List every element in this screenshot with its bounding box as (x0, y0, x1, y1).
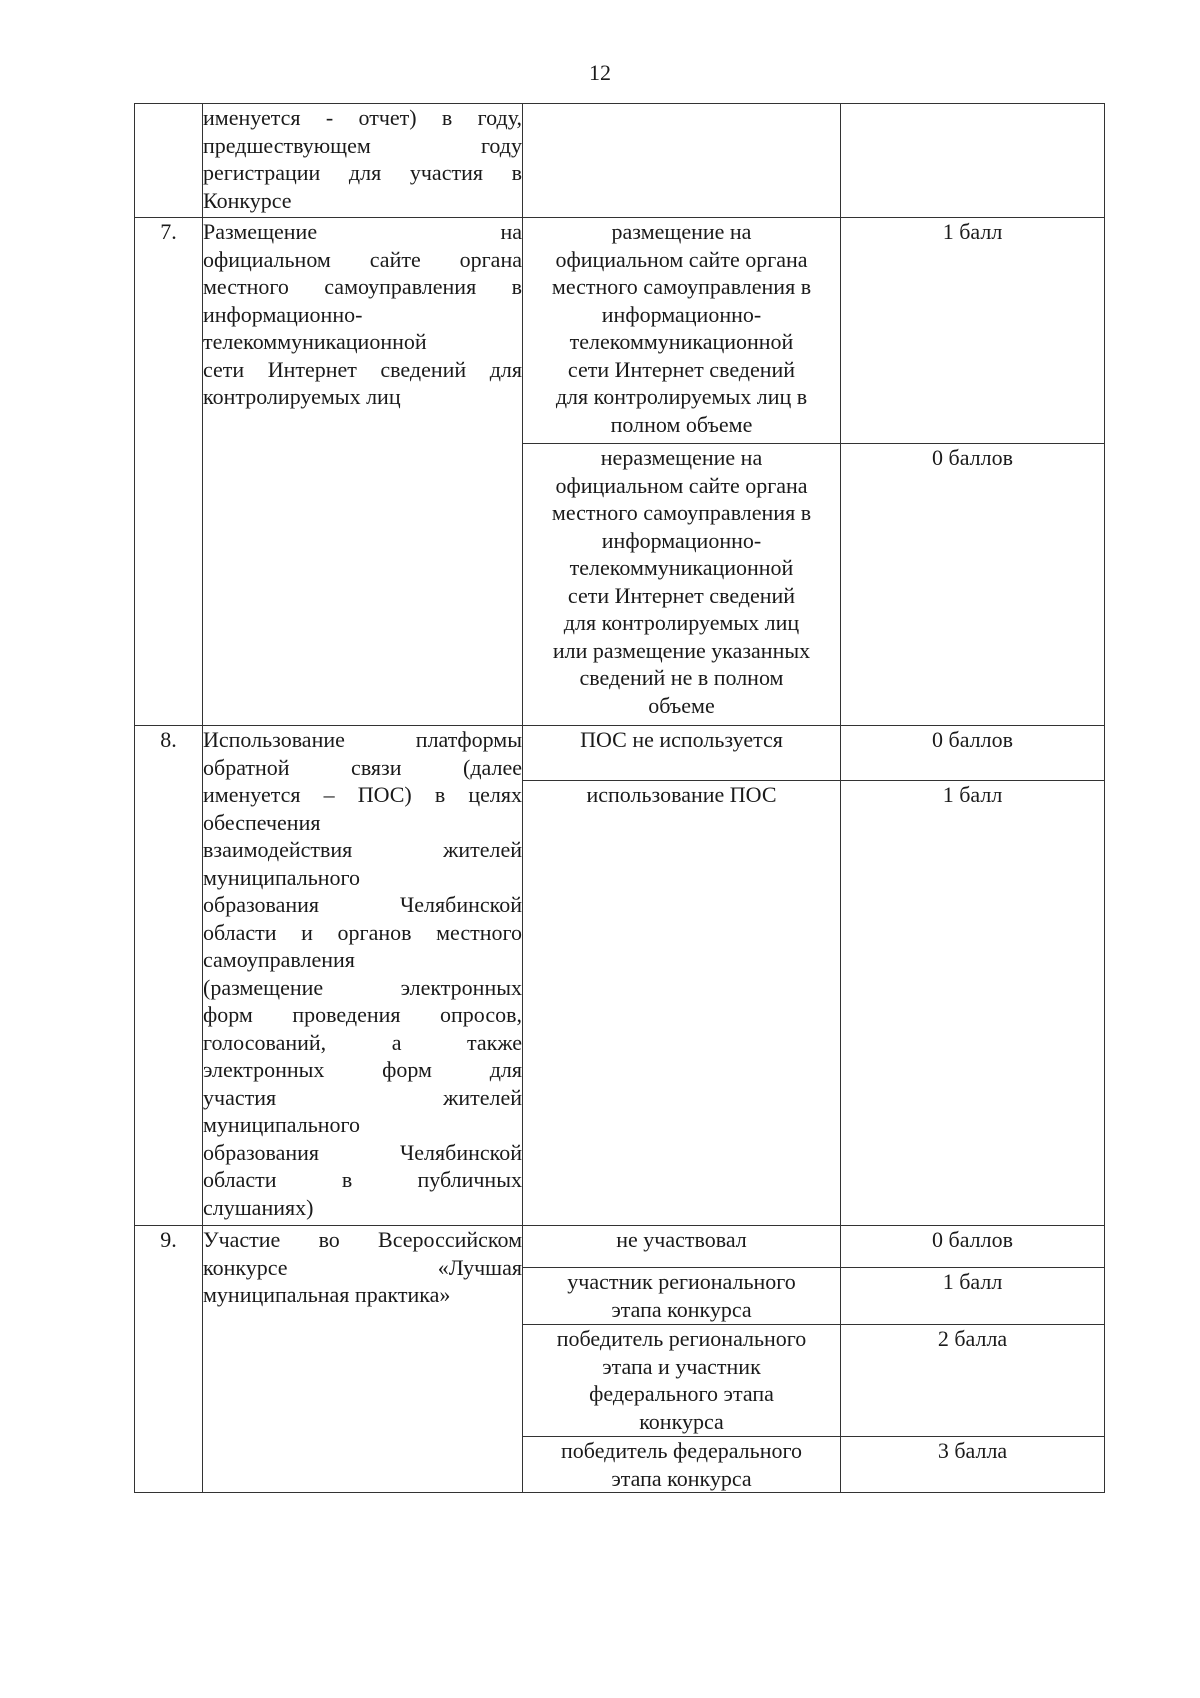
criterion-line: муниципальная практика» (203, 1282, 451, 1307)
option-line: для контролируемых лиц (563, 610, 800, 635)
criterion-line: электронных форм для (203, 1057, 522, 1082)
criterion-line: именуется – ПОС) в целях (203, 782, 522, 807)
criterion-line: информационно- (203, 301, 363, 327)
table-row (135, 1226, 1105, 1268)
criterion-line: голосований, а также (203, 1029, 522, 1055)
option-line: этапа конкурса (611, 1296, 752, 1322)
points-cell: 0 баллов (841, 1226, 1105, 1268)
option-line: победитель федерального (561, 1438, 802, 1463)
points-cell: 1 балл (841, 218, 1105, 444)
option-line: этапа конкурса (611, 1465, 752, 1491)
criterion-line: обеспечения (203, 809, 321, 835)
option-line: полном объеме (610, 411, 753, 437)
option-line: победитель регионального (556, 1326, 807, 1351)
option-line: размещение на (611, 219, 752, 244)
criterion-line: контролируемых лиц (203, 384, 401, 409)
points-cell: 1 балл (841, 1268, 1105, 1325)
page-number: 12 (589, 60, 611, 85)
criterion-line: Конкурсе (203, 187, 292, 213)
option-line: для контролируемых лиц в (555, 384, 808, 409)
option-line: ПОС не используется (580, 727, 783, 752)
option-line: сети Интернет сведений (567, 356, 796, 382)
option-cell (523, 218, 841, 444)
criterion-line: муниципального (203, 1112, 361, 1137)
option-line: местного самоуправления в (551, 500, 812, 525)
option-line: этапа и участник (602, 1353, 761, 1379)
criterion-line: области в публичных (203, 1167, 522, 1192)
option-cell (523, 726, 841, 781)
continuation-row (135, 104, 1105, 218)
criterion-cell (203, 218, 523, 726)
criterion-line: конкурсе «Лучшая (203, 1254, 522, 1280)
criterion-line: области и органов местного (203, 919, 522, 945)
option-line: информационно- (601, 527, 762, 553)
criterion-line: Использование платформы (203, 727, 522, 752)
criterion-line: участия жителей (203, 1084, 522, 1110)
row-number: 7. (135, 218, 203, 726)
option-cell (523, 1268, 841, 1325)
criterion-line: предшествующем году (203, 132, 522, 158)
option-line: официальном сайте органа (555, 472, 808, 498)
criterion-cell (203, 104, 523, 218)
criterion-line: телекоммуникационной (203, 329, 427, 354)
criterion-cell (203, 1226, 523, 1493)
option-line: федерального этапа (589, 1381, 774, 1406)
table-row (135, 726, 1105, 781)
option-line: не участвовал (616, 1227, 747, 1252)
option-cell (523, 444, 841, 726)
option-line: сведений не в полном (579, 665, 784, 690)
option-line: или размещение указанных (552, 637, 811, 663)
row-number: 8. (135, 726, 203, 1226)
table-row (135, 218, 1105, 444)
points-cell: 0 баллов (841, 726, 1105, 781)
points-cell: 1 балл (841, 781, 1105, 1226)
criterion-line: муниципального (203, 864, 361, 890)
option-line: объеме (648, 692, 715, 718)
points-cell: 0 баллов (841, 444, 1105, 726)
option-line: телекоммуникационной (569, 329, 794, 354)
number-cell (135, 104, 203, 218)
criterion-line: (размещение электронных (203, 974, 522, 1000)
criterion-cell (203, 726, 523, 1226)
criterion-line: именуется - отчет) в году, (203, 105, 522, 130)
option-line: участник регионального (567, 1269, 796, 1294)
option-cell (523, 781, 841, 1226)
points-cell: 3 балла (841, 1437, 1105, 1493)
option-line: информационно- (601, 301, 762, 327)
option-cell (523, 104, 841, 218)
criterion-line: образования Челябинской (203, 892, 522, 917)
option-cell (523, 1226, 841, 1268)
criterion-line: регистрации для участия в (203, 160, 522, 185)
points-cell: 2 балла (841, 1325, 1105, 1437)
option-line: официальном сайте органа (555, 246, 808, 272)
criterion-line: образования Челябинской (203, 1139, 522, 1165)
criterion-line: сети Интернет сведений для (203, 356, 522, 382)
option-line: конкурса (639, 1408, 724, 1434)
criterion-line: слушаниях) (203, 1194, 314, 1220)
option-line: неразмещение на (600, 445, 763, 470)
points-cell (841, 104, 1105, 218)
option-line: сети Интернет сведений (567, 582, 796, 608)
criterion-line: Размещение на (203, 219, 522, 244)
criterion-line: местного самоуправления в (203, 274, 522, 299)
row-number: 9. (135, 1226, 203, 1493)
criterion-line: взаимодействия жителей (203, 837, 522, 862)
option-line: использование ПОС (586, 782, 777, 807)
criterion-line: форм проведения опросов, (203, 1002, 522, 1027)
criterion-line: самоуправления (203, 947, 355, 972)
criterion-line: Участие во Всероссийском (203, 1227, 522, 1252)
criteria-table (134, 103, 1105, 1493)
option-cell (523, 1437, 841, 1493)
option-cell (523, 1325, 841, 1437)
criterion-line: обратной связи (далее (203, 754, 522, 780)
option-line: телекоммуникационной (569, 555, 794, 580)
option-line: местного самоуправления в (551, 274, 812, 299)
criterion-line: официальном сайте органа (203, 246, 522, 272)
